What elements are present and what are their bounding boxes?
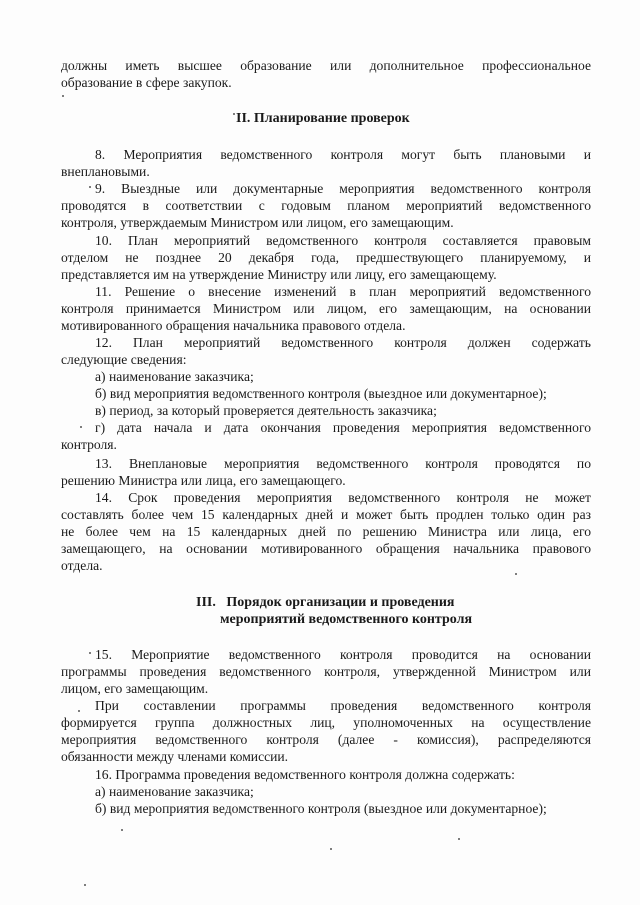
paragraph-15b-line: формируется группа должностных лиц, уполномоченных на осуществление — [61, 715, 591, 730]
paragraph-11-line: контроля принимается Министром или лицом, его замещающим, на основании — [61, 301, 591, 316]
paragraph-14-line: 14. Срок проведения мероприятия ведомственного контроля не может — [95, 490, 591, 505]
paragraph-13-line: решению Министра или лица, его замещающего. — [61, 473, 346, 488]
paragraph-11-line: мотивированного обращения начальника правового отдела. — [61, 318, 406, 333]
scan-speck — [121, 829, 123, 831]
paragraph-10-line: представляется им на утверждение Министру или лицу, его замещающему. — [61, 267, 497, 282]
text-line: образование в сфере закупок. — [61, 75, 232, 90]
paragraph-12-line: 12. План мероприятий ведомственного контроля должен содержать — [95, 335, 591, 350]
paragraph-14-line: замещающего, на основании мотивированного обращения начальника правового — [61, 541, 591, 556]
paragraph-15-line: лицом, его замещающим. — [61, 681, 209, 696]
paragraph-8-line: 8. Мероприятия ведомственного контроля могут быть плановыми и — [95, 147, 591, 162]
paragraph-16-line: 16. Программа проведения ведомственного контроля должна содержать: — [95, 767, 515, 782]
section-3-title: III. Порядок организации и проведения — [196, 595, 455, 610]
paragraph-10-line: 10. План мероприятий ведомственного контроля составляется правовым — [95, 233, 591, 248]
list-item: б) вид мероприятия ведомственного контроля (выездное или документарное); — [95, 801, 547, 816]
scan-speck — [89, 186, 91, 188]
section-3-title: мероприятий ведомственного контроля — [220, 612, 473, 627]
list-item: г) дата начала и дата окончания проведения мероприятия ведомственного — [95, 420, 591, 435]
list-item: б) вид мероприятия ведомственного контроля (выездное или документарное); — [95, 386, 547, 401]
paragraph-13-line: 13. Внеплановые мероприятия ведомственного контроля проводятся по — [95, 456, 591, 471]
paragraph-15b-line: обязанности между членами комиссии. — [61, 749, 289, 764]
list-item: в) период, за который проверяется деятельность заказчика; — [95, 403, 437, 418]
paragraph-9-line: проводятся в соответствии с годовым планом мероприятий ведомственного — [61, 198, 591, 213]
scan-speck — [89, 652, 91, 654]
text-line: должны иметь высшее образование или дополнительное профессиональное — [61, 58, 591, 73]
paragraph-8-line: внеплановыми. — [61, 164, 150, 179]
scan-speck — [330, 848, 332, 850]
paragraph-10-line: отделом не позднее 20 декабря года, предшествующего планируемому, и — [61, 250, 591, 265]
scan-speck — [458, 838, 460, 840]
scan-speck — [62, 95, 64, 97]
paragraph-9-line: 9. Выездные или документарные мероприятия ведомственного контроля — [95, 181, 591, 196]
list-item: а) наименование заказчика; — [95, 784, 254, 799]
list-item: а) наименование заказчика; — [95, 369, 254, 384]
paragraph-14-line: составлять более чем 15 календарных дней и может быть продлен только один раз — [61, 507, 591, 522]
paragraph-11-line: 11. Решение о внесение изменений в план мероприятий ведомственного — [95, 284, 591, 299]
scan-speck — [84, 884, 86, 886]
paragraph-15b-line: мероприятия ведомственного контроля (далее - комиссия), распределяются — [61, 732, 591, 747]
paragraph-14-line: отдела. — [61, 558, 103, 573]
paragraph-15b-line: При составлении программы проведения ведомственного контроля — [95, 698, 591, 713]
paragraph-15-line: программы проведения ведомственного контроля, утвержденной Министром или — [61, 664, 591, 679]
paragraph-15-line: 15. Мероприятие ведомственного контроля проводится на основании — [95, 647, 591, 662]
scan-speck — [515, 573, 517, 575]
scan-speck — [80, 426, 82, 428]
paragraph-14-line: не более чем на 15 календарных дней по решению Министра или лица, его — [61, 524, 591, 539]
section-2-title: II. Планирование проверок — [236, 111, 410, 126]
paragraph-12-line: следующие сведения: — [61, 352, 187, 367]
paragraph-9-line: контроля, утверждаемым Министром или лицом, его замещающим. — [61, 215, 454, 230]
scan-speck — [233, 113, 235, 115]
list-item: контроля. — [61, 437, 117, 452]
scan-speck — [78, 710, 80, 712]
